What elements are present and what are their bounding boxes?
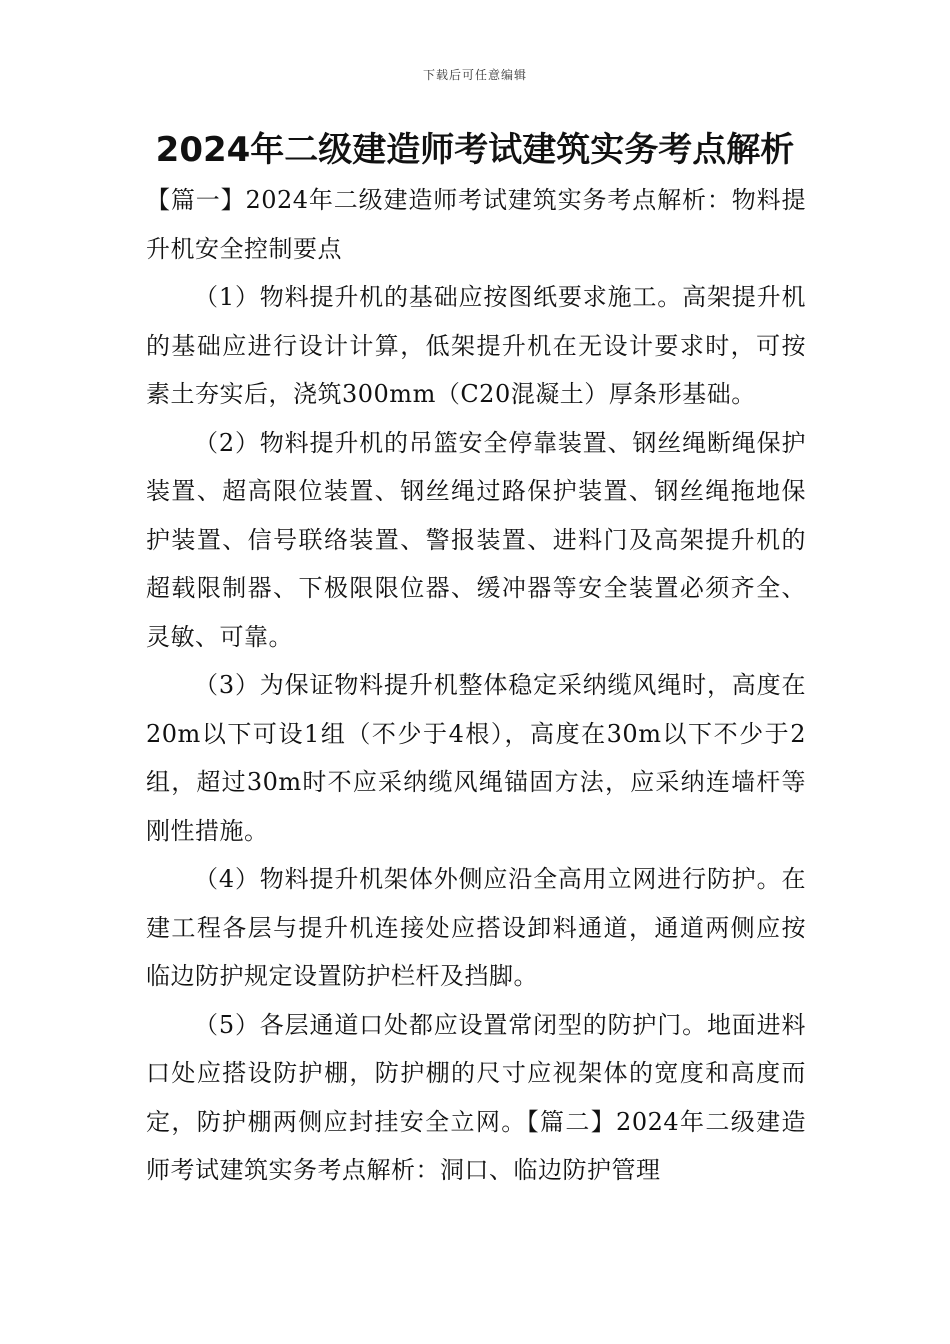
document-body: [146, 176, 806, 1195]
paragraph-item-3: （3）为保证物料提升机整体稳定采纳缆风绳时，高度在20m以下可设1组（不少于4根），高度在30m以下不少于2组，超过30m时不应采纳缆风绳锚固方法，应采纳连墙杆等刚性措施。: [146, 671, 806, 845]
paragraph-item-2: （2）物料提升机的吊篮安全停靠装置、钢丝绳断绳保护装置、超高限位装置、钢丝绳过路保护装置、钢丝绳拖地保护装置、信号联络装置、警报装置、进料门及高架提升机的超载限制器、下极限限位器、缓冲器等安全装置必须齐全、灵敏、可靠。: [146, 428, 806, 651]
paragraph-item-5: （5）各层通道口处都应设置常闭型的防护门。地面进料口处应搭设防护棚，防护棚的尺寸应视架体的宽度和高度而定，防护棚两侧应封挂安全立网。【篇二】2024年二级建造师考试建筑实务考点解析：洞口、临边防护管理: [146, 1010, 806, 1184]
paragraph-section-heading: 【篇一】2024年二级建造师考试建筑实务考点解析：物料提升机安全控制要点: [146, 186, 806, 263]
header-note: 下载后可任意编辑: [422, 68, 527, 82]
document-title: 2024年二级建造师考试建筑实务考点解析: [155, 130, 795, 170]
paragraph-item-4: （4）物料提升机架体外侧应沿全高用立网进行防护。在建工程各层与提升机连接处应搭设卸料通道，通道两侧应按临边防护规定设置防护栏杆及挡脚。: [146, 865, 806, 990]
paragraph-item-1: （1）物料提升机的基础应按图纸要求施工。高架提升机的基础应进行设计计算，低架提升机在无设计要求时，可按素土夯实后，浇筑300mm（C20混凝土）厚条形基础。: [146, 283, 806, 408]
